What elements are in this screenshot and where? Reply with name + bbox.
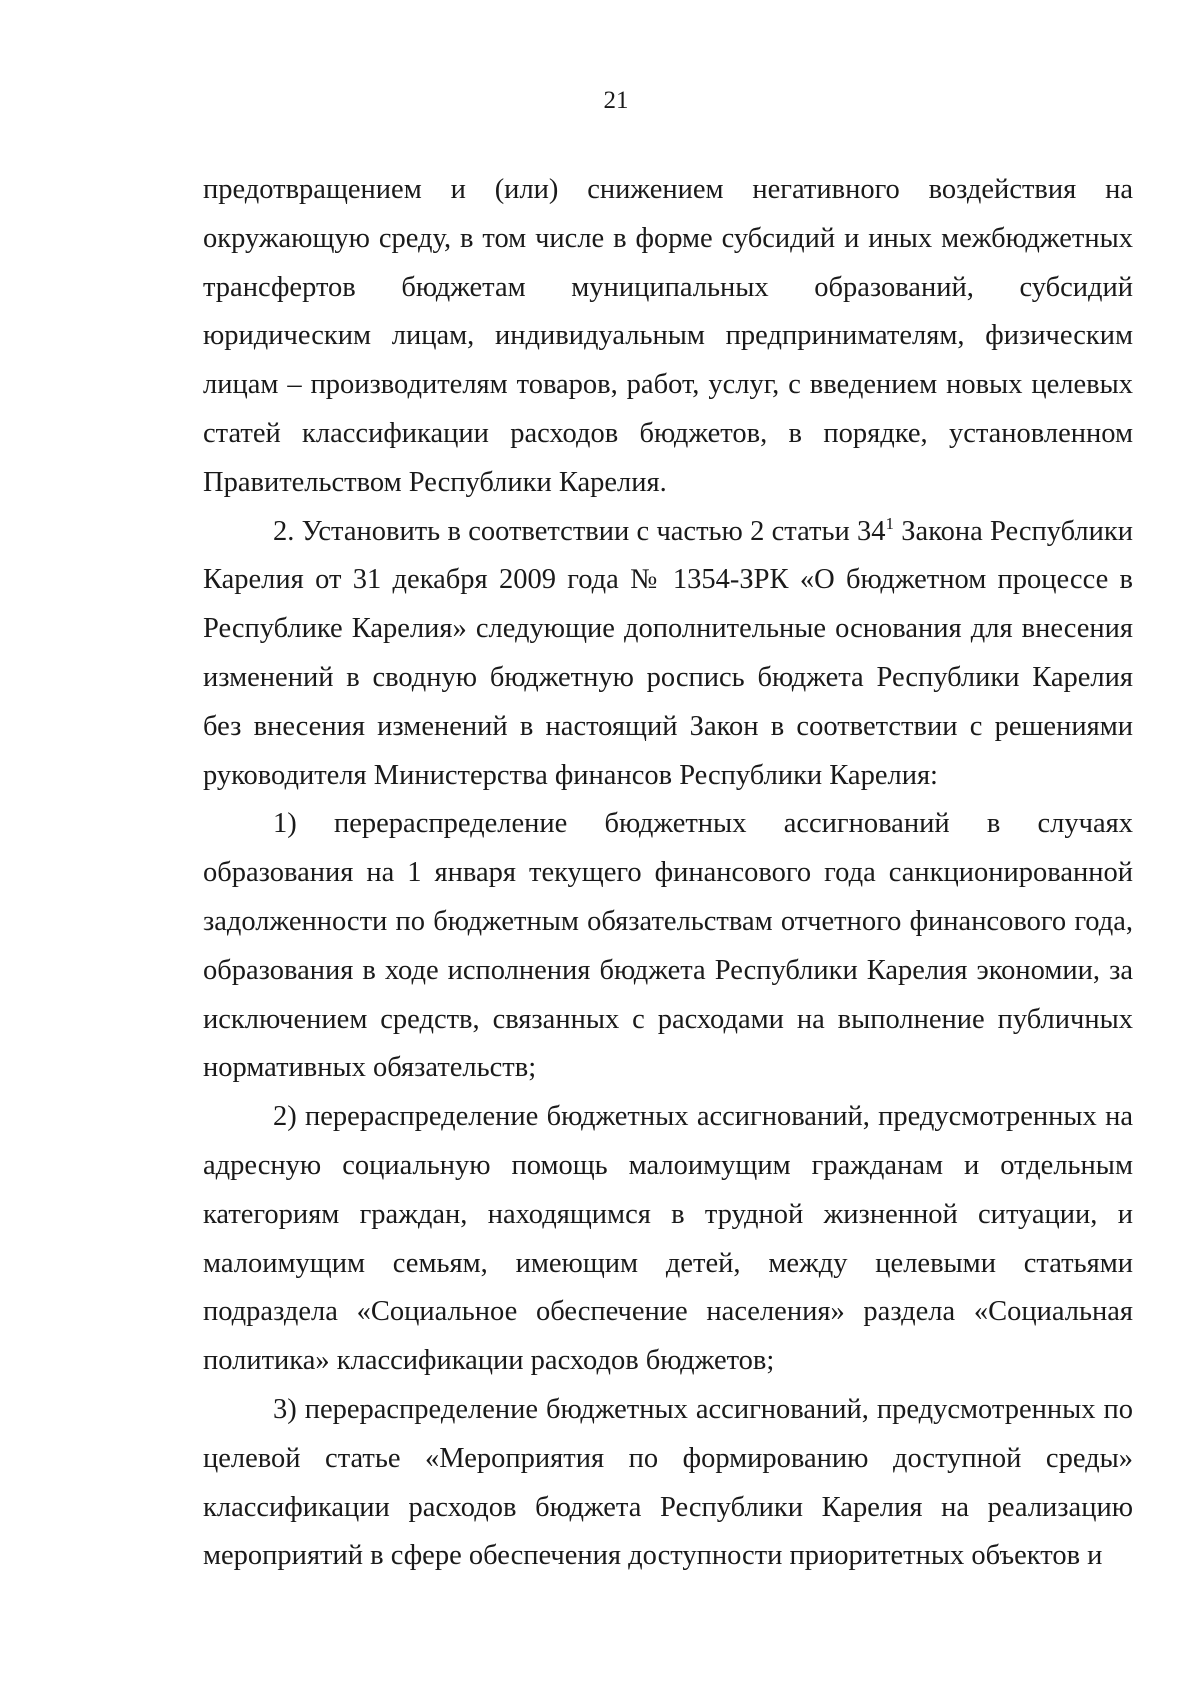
subitem-1: 1) перераспределение бюджетных ассигнований в случаях образования на 1 января текущего финансового года санкционированной задолженности по бюджетным обязательствам отчетного финансового года, образования в ходе исполнения бюджета Республики Карелия экономии, за исключением средств, связанных с расходами на выполнение публичных нормативных обязательств; [203, 808, 1133, 1084]
subitem-3: 3) перераспределение бюджетных ассигнований, предусмотренных по целевой статье «Мероприятия по формированию доступной среды» классификации расходов бюджета Республики Карелия на реализацию мероприятий в сфере обеспечения доступности приоритетных объектов и [203, 1393, 1133, 1572]
paragraph-item-2 [203, 508, 1133, 801]
paragraph-item-2-text-end: Закона Республики Карелия от 31 декабря 2009 года № 1354-ЗРК «О бюджетном процессе в Республике Карелия» следующие дополнительные основания для внесения изменений в сводную бюджетную роспись бюджета Республики Карелия без внесения изменений в настоящий Закон в соответствии с решениями руководителя Министерства финансов Республики Карелия: [203, 515, 1133, 791]
paragraph-continuation: предотвращением и (или) снижением негативного воздействия на окружающую среду, в том числе в форме субсидий и иных межбюджетных трансфертов бюджетам муниципальных образований, субсидий юридическим лицам, индивидуальным предпринимателям, физическим лицам – производителям товаров, работ, услуг, с введением новых целевых статей классификации расходов бюджетов, в порядке, установленном Правительством Республики Карелия. [203, 174, 1133, 498]
paragraph-item-2-text-start: 2. Установить в соответствии с частью 2 статьи 34 [273, 515, 886, 547]
document-body [203, 166, 1133, 1581]
page-number: 21 [603, 87, 629, 114]
article-superscript: 1 [885, 513, 894, 533]
subitem-2: 2) перераспределение бюджетных ассигнований, предусмотренных на адресную социальную помощь малоимущим гражданам и отдельным категориям граждан, находящимся в трудной жизненной ситуации, и малоимущим семьям, имеющим детей, между целевыми статьями подраздела «Социальное обеспечение населения» раздела «Социальная политика» классификации расходов бюджетов; [203, 1101, 1133, 1377]
